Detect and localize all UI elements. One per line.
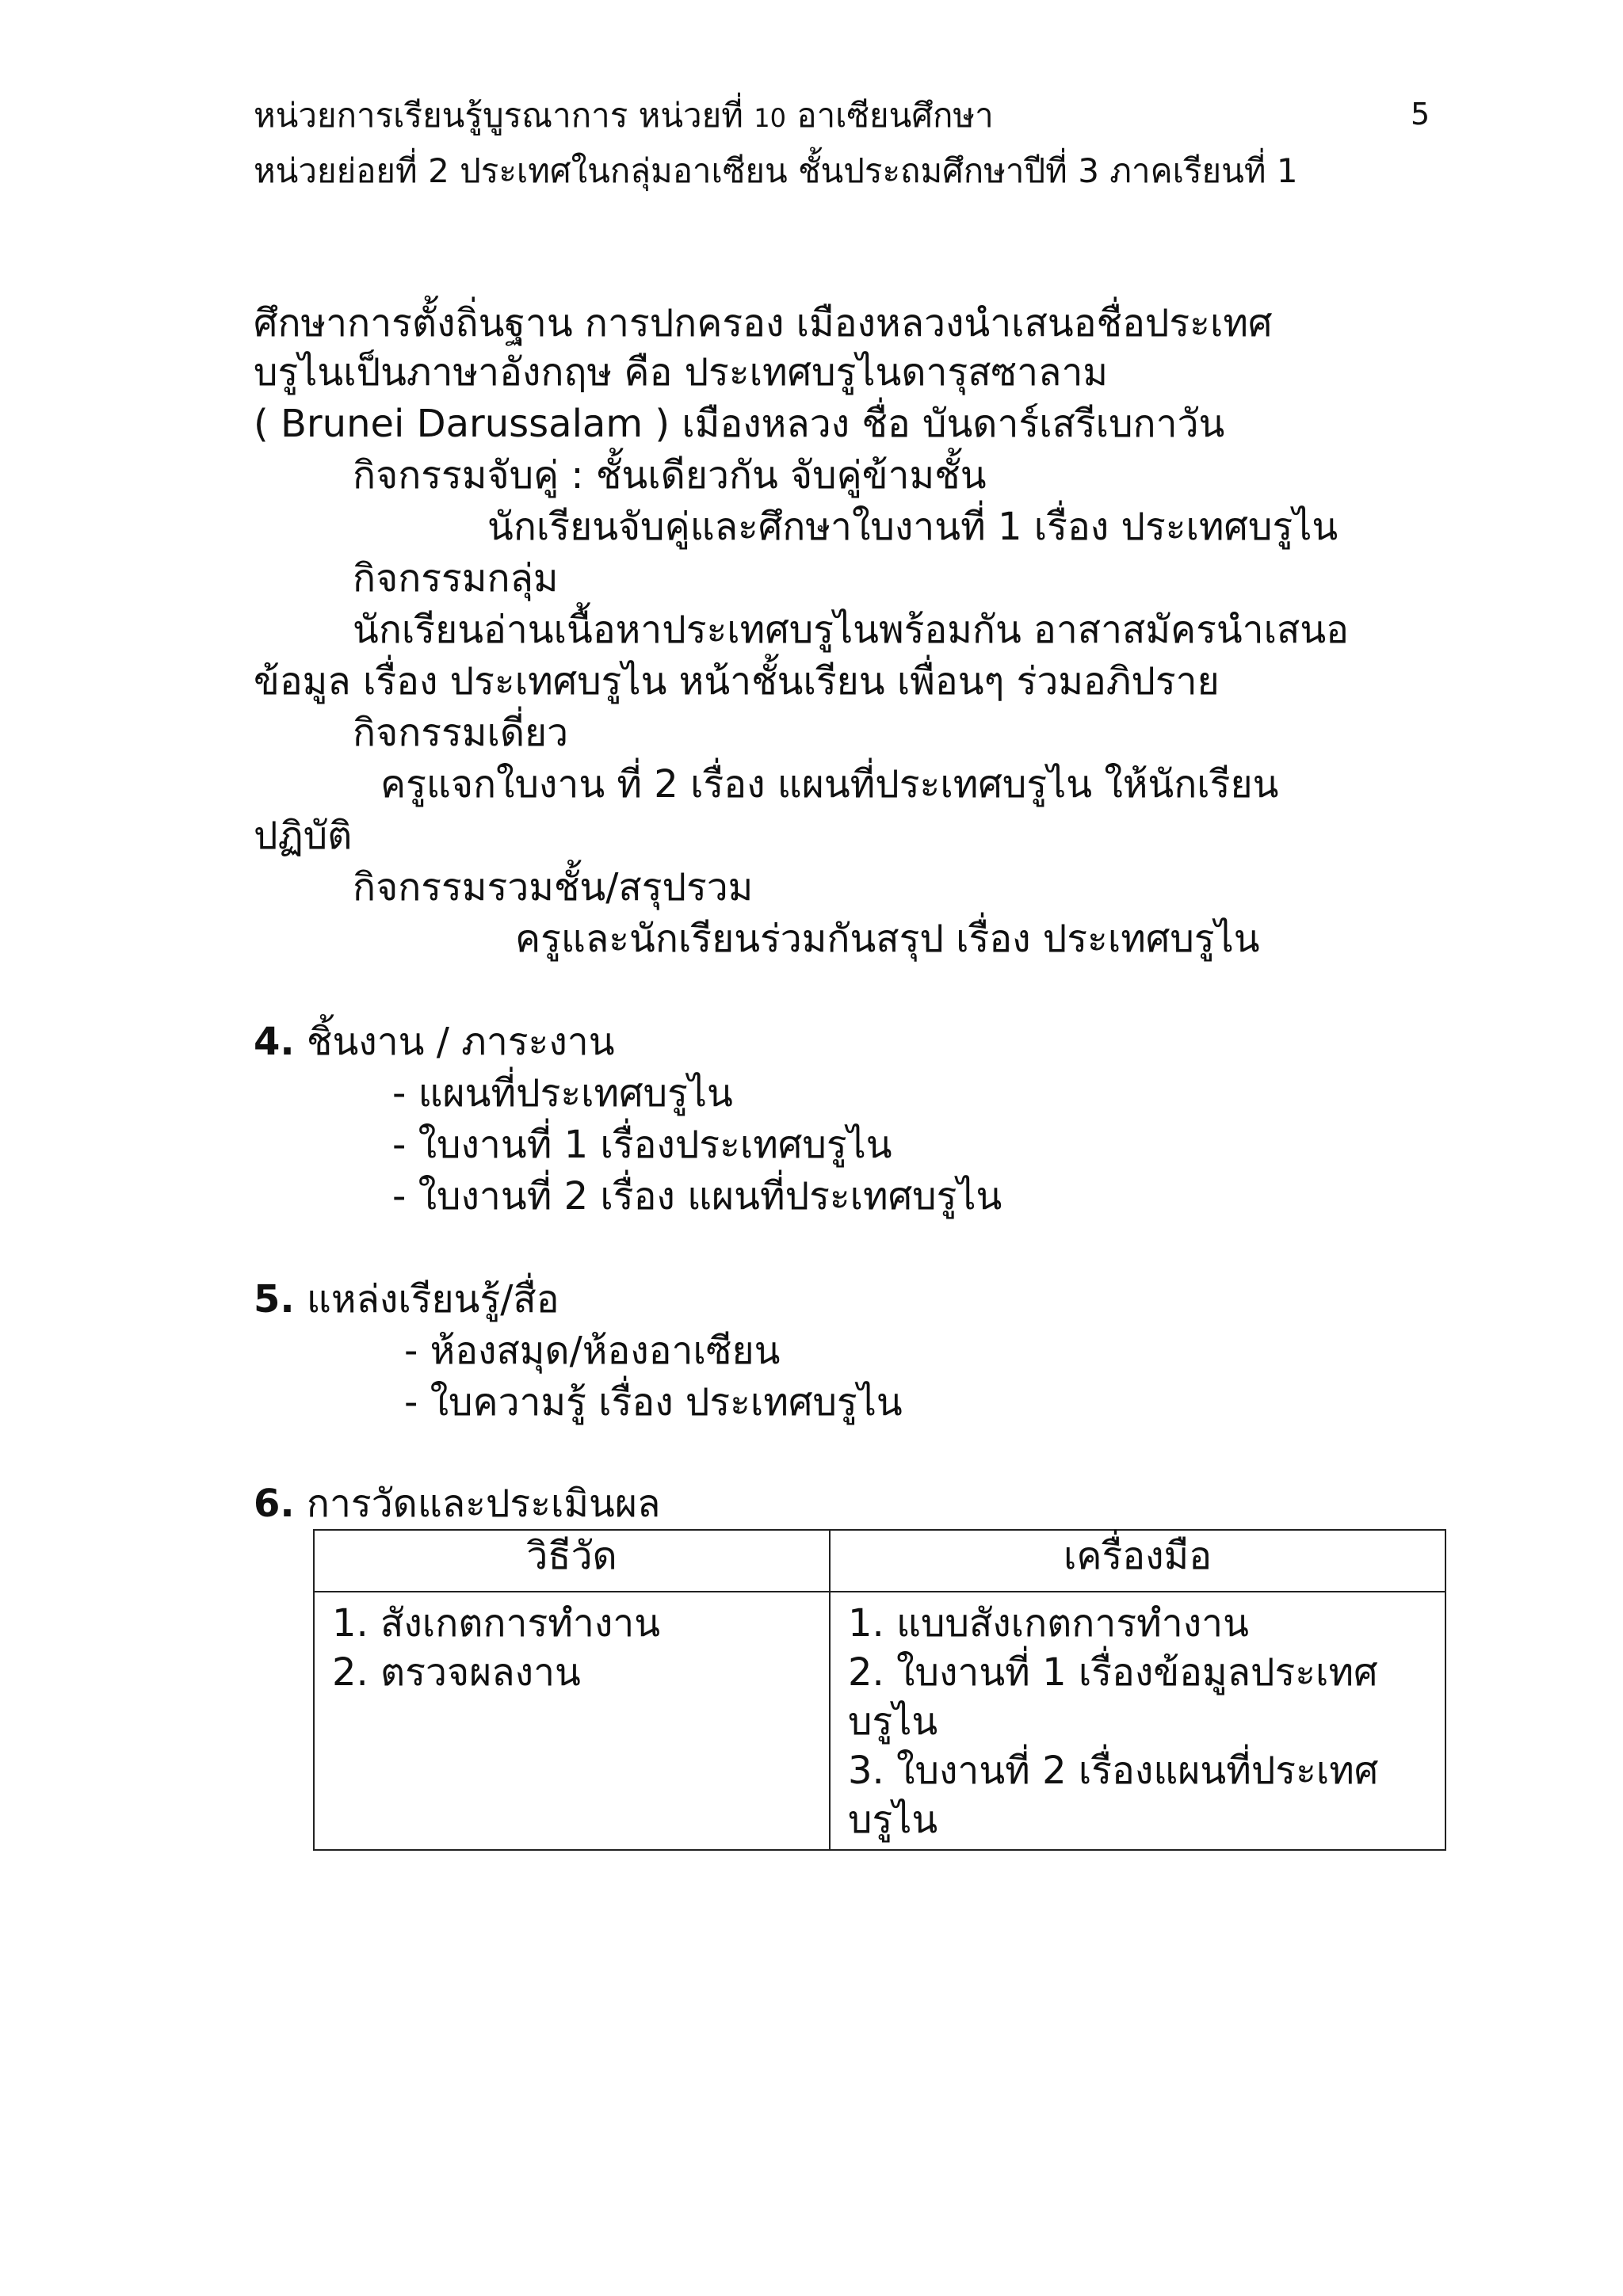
header-line-1	[254, 93, 994, 140]
method-item: 2. ตรวจผลงาน	[332, 1650, 581, 1695]
method-item: 1. สังเกตการทำงาน	[332, 1601, 661, 1646]
tool-item: 2. ใบงานที่ 1 เรื่องข้อมูลประเทศบรูไน	[848, 1650, 1378, 1744]
table-header-row	[314, 1530, 1445, 1592]
section-4-item: - ใบงานที่ 1 เรื่องประเทศบรูไน	[392, 1123, 892, 1167]
section-5-heading	[254, 1276, 559, 1323]
class-activity-text: ครูและนักเรียนร่วมกันสรุป เรื่อง ประเทศบรูไน	[515, 917, 1260, 961]
tool-item: 1. แบบสังเกตการทำงาน	[848, 1601, 1249, 1646]
section-4-number: 4.	[254, 1020, 295, 1064]
section-5-number: 5.	[254, 1277, 295, 1322]
single-activity-text-1: ครูแจกใบงาน ที่ 2 เรื่อง แผนที่ประเทศบรูไน ให้นักเรียน	[380, 762, 1279, 807]
section-5-title: แหล่งเรียนรู้/สื่อ	[294, 1277, 559, 1322]
section-6-heading	[254, 1480, 660, 1527]
body-line-2: บรูไนเป็นภาษาอังกฤษ คือ ประเทศบรูไนดารุสซาลาม	[254, 350, 1109, 395]
tools-cell	[830, 1592, 1445, 1850]
header-unit-label: หน่วยการเรียนรู้บูรณาการ หน่วยที่	[254, 96, 754, 135]
methods-cell	[314, 1592, 830, 1850]
group-activity-heading: กิจกรรมกลุ่ม	[353, 556, 559, 601]
single-activity-text-2: ปฏิบัติ	[254, 814, 353, 858]
pair-activity-text: นักเรียนจับคู่และศึกษาใบงานที่ 1 เรื่อง ประเทศบรูไน	[487, 505, 1338, 549]
section-4-item: - ใบงานที่ 2 เรื่อง แผนที่ประเทศบรูไน	[392, 1174, 1002, 1219]
section-5-item: - ห้องสมุด/ห้องอาเซียน	[404, 1329, 781, 1373]
body-line-3: ( Brunei Darussalam ) เมืองหลวง ชื่อ บันดาร์เสรีเบกาวัน	[254, 402, 1225, 446]
section-4-item: - แผนที่ประเทศบรูไน	[392, 1071, 733, 1116]
section-6-number: 6.	[254, 1482, 295, 1526]
header-unit-title: อาเซียนศึกษา	[786, 96, 994, 135]
section-4-title: ชิ้นงาน / ภาระงาน	[294, 1020, 615, 1064]
section-4-heading	[254, 1018, 615, 1066]
column-header-tool: เครื่องมือ	[830, 1530, 1445, 1592]
section-5-item: - ใบความรู้ เรื่อง ประเทศบรูไน	[404, 1380, 903, 1425]
group-activity-text-1: นักเรียนอ่านเนื้อหาประเทศบรูไนพร้อมกัน อาสาสมัครนำเสนอ	[353, 608, 1349, 652]
body-line-1: ศึกษาการตั้งถิ่นฐาน การปกครอง เมืองหลวงนำเสนอชื่อประเทศ	[254, 301, 1273, 345]
class-activity-heading: กิจกรรมรวมชั้น/สรุปรวม	[353, 865, 754, 910]
header-unit-number: 10	[754, 103, 786, 133]
section-6-title: การวัดและประเมินผล	[294, 1482, 661, 1526]
column-header-method: วิธีวัด	[314, 1530, 830, 1592]
tool-item: 3. ใบงานที่ 2 เรื่องแผนที่ประเทศบรูไน	[848, 1749, 1379, 1842]
pair-activity-heading: กิจกรรมจับคู่ : ชั้นเดียวกัน จับคู่ข้ามชั้น	[353, 453, 987, 498]
group-activity-text-2: ข้อมูล เรื่อง ประเทศบรูไน หน้าชั้นเรียน เพื่อนๆ ร่วมอภิปราย	[254, 659, 1220, 704]
table-row	[314, 1592, 1445, 1850]
evaluation-table	[313, 1529, 1446, 1851]
page-number: 5	[1411, 97, 1430, 132]
header-line-2: หน่วยย่อยที่ 2 ประเทศในกลุ่มอาเซียน ชั้นประถมศึกษาปีที่ 3 ภาคเรียนที่ 1	[254, 151, 1298, 190]
single-activity-heading: กิจกรรมเดี่ยว	[353, 711, 569, 755]
